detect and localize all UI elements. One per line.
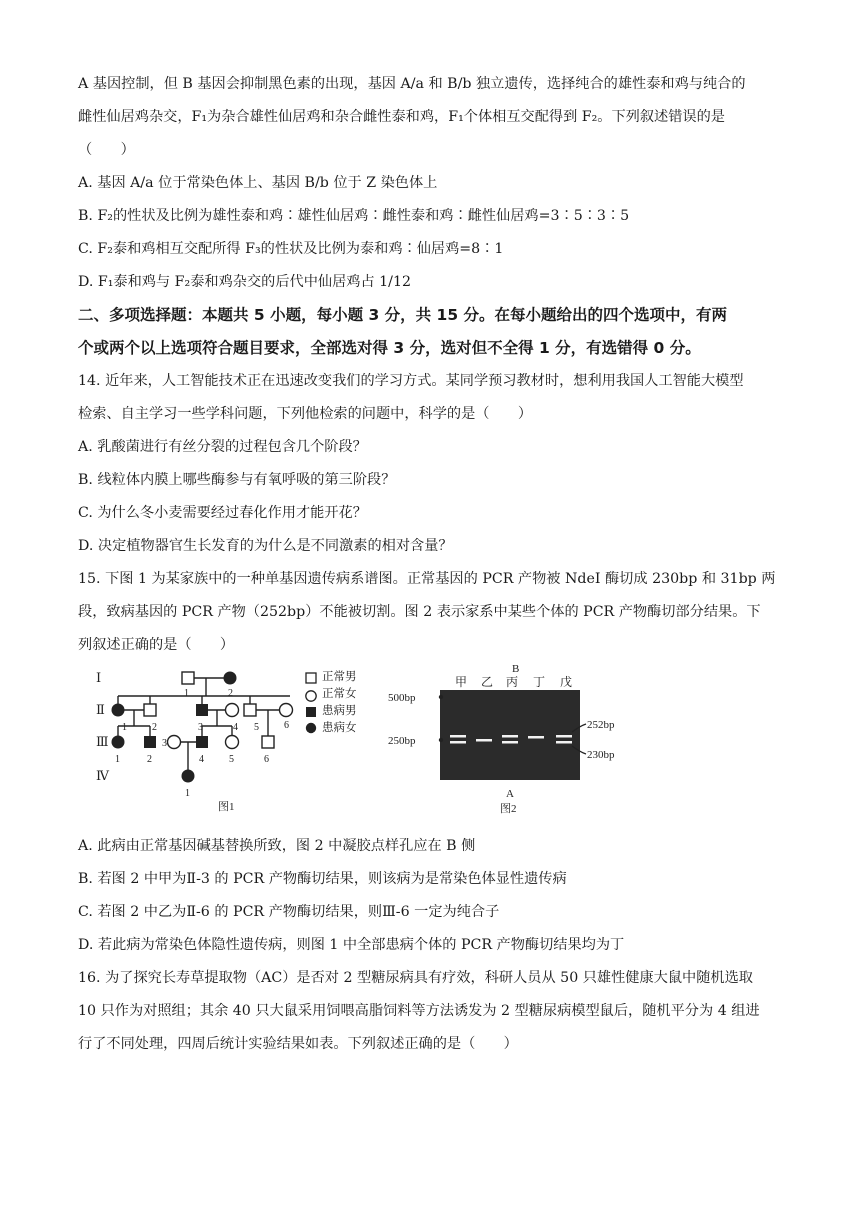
q14-option-c: C. 为什么冬小麦需要经过春化作用才能开花？ — [78, 505, 367, 521]
q15-option-b: B. 若图 2 中甲为Ⅱ-3 的 PCR 产物酶切结果，则该病为是常染色体显性遗传病 — [78, 871, 567, 887]
pedigree-III6-normal-male — [262, 736, 274, 748]
pedigree-III4-affected-male — [196, 736, 208, 748]
lane-label-bing: 丙 — [506, 675, 519, 689]
lane-label-yi: 乙 — [481, 675, 494, 689]
lane-label-wu: 戊 — [560, 675, 573, 689]
pedigree-II4-normal-female — [226, 704, 239, 717]
pedigree-III5-normal-female — [226, 736, 239, 749]
pedigree-II6-normal-female — [280, 704, 293, 717]
id-II2: 2 — [152, 722, 157, 733]
q16-line-3: 行了不同处理，四周后统计实验结果如表。下列叙述正确的是（ ） — [78, 1036, 518, 1052]
q15-option-d: D. 若此病为常染色体隐性遗传病，则图 1 中全部患病个体的 PCR 产物酶切结果均为丁 — [78, 937, 625, 953]
ladder-marker-250 — [439, 738, 443, 742]
id-IV1: 1 — [185, 788, 190, 799]
band-jia-230 — [450, 741, 466, 744]
q16-line-1: 16. 为了探究长寿草提取物（AC）是否对 2 型糖尿病具有疗效，科研人员从 50 只雄性健康大鼠中随机选取 — [78, 970, 753, 986]
gel-side-a-label: A — [506, 788, 514, 800]
band-bing-230 — [502, 741, 518, 744]
id-II1: 1 — [122, 722, 127, 733]
pedigree-III2-affected-male — [144, 736, 156, 748]
id-III3: 3 — [162, 738, 167, 749]
gen-label-4: Ⅳ — [96, 768, 109, 783]
legend-normal-female: 正常女 — [322, 686, 357, 700]
band-yi-230 — [476, 739, 492, 742]
lane-label-jia: 甲 — [455, 675, 468, 689]
q13-option-d: D. F₁泰和鸡与 F₂泰和鸡杂交的后代中仙居鸡占 1/12 — [78, 274, 412, 290]
pedigree-II1-affected-female — [112, 704, 125, 717]
pedigree-II3-affected-male — [196, 704, 208, 716]
q13-option-a: A. 基因 A/a 位于常染色体上、基因 B/b 位于 Z 染色体上 — [78, 175, 438, 191]
q15-option-a: A. 此病由正常基因碱基替换所致，图 2 中凝胶点样孔应在 B 侧 — [78, 838, 476, 854]
q14-option-b: B. 线粒体内膜上哪些酶参与有氧呼吸的第三阶段？ — [78, 472, 396, 488]
q14-option-d: D. 决定植物器官生长发育的为什么是不同激素的相对含量？ — [78, 538, 453, 554]
pedigree-legend-labels — [322, 668, 357, 736]
id-II3: 3 — [198, 722, 203, 733]
section-2-heading-1: 二、多项选择题：本题共 5 小题，每小题 3 分，共 15 分。在每小题给出的四个选项中，有两 — [78, 306, 728, 324]
q13-option-c: C. F₂泰和鸡相互交配所得 F₃的性状及比例为泰和鸡∶仙居鸡=8∶1 — [78, 241, 504, 257]
legend-normal-male-icon — [306, 673, 316, 683]
legend-affected-female-icon — [306, 723, 316, 733]
gel-figure — [388, 660, 648, 818]
q14-line-2: 检索、自主学习一些学科问题，下列他检索的问题中，科学的是（ ） — [78, 406, 533, 422]
q15-figures — [78, 663, 790, 824]
band-ding-252 — [528, 736, 544, 739]
gel-side-b-label: B — [512, 663, 520, 675]
q13-line-2: 雌性仙居鸡杂交，F₁为杂合雄性仙居鸡和杂合雌性泰和鸡，F₁个体相互交配得到 F₂。下列叙述错误的是 — [78, 109, 725, 125]
section-2-heading-2: 个或两个以上选项符合题目要求，全部选对得 3 分，选对但不全得 1 分，有选错得 0 分。 — [78, 339, 701, 357]
pedigree-I2-affected-female — [224, 672, 237, 685]
id-III6: 6 — [264, 754, 269, 765]
q15-option-c: C. 若图 2 中乙为Ⅱ-6 的 PCR 产物酶切结果，则Ⅲ-6 一定为纯合子 — [78, 904, 500, 920]
id-II5: 5 — [254, 722, 259, 733]
band-bing-252 — [502, 735, 518, 738]
q16-line-2: 10 只作为对照组；其余 40 只大鼠采用饲喂高脂饲料等方法诱发为 2 型糖尿病模型鼠后，随机平分为 4 组进 — [78, 1003, 760, 1019]
q13-option-b: B. F₂的性状及比例为雄性泰和鸡∶雄性仙居鸡∶雌性泰和鸡∶雌性仙居鸡=3∶5∶3∶5 — [78, 208, 630, 224]
pedigree-III3-normal-female — [168, 736, 181, 749]
id-III5: 5 — [229, 754, 234, 765]
exam-page — [78, 68, 790, 1061]
pedigree-legend — [306, 673, 316, 733]
figure-2-caption: 图2 — [500, 803, 517, 815]
pedigree-III1-affected-female — [112, 736, 125, 749]
ladder-label-250: 250bp — [388, 735, 416, 747]
id-III1: 1 — [115, 754, 120, 765]
id-II4: 4 — [233, 722, 238, 733]
id-III4: 4 — [199, 754, 204, 765]
legend-affected-male-icon — [306, 707, 316, 717]
legend-normal-male: 正常男 — [322, 669, 357, 683]
lane-label-ding: 丁 — [533, 675, 546, 689]
q15-line-1: 15. 下图 1 为某家族中的一种单基因遗传病系谱图。正常基因的 PCR 产物被 NdeI 酶切成 230bp 和 31bp 两 — [78, 571, 776, 587]
pedigree-figure — [78, 666, 338, 824]
q13-line-3: （ ） — [78, 142, 135, 158]
pedigree-II2-normal-male — [144, 704, 156, 716]
q13-line-1: A 基因控制，但 B 基因会抑制黑色素的出现，基因 A/a 和 B/b 独立遗传，选择纯合的雄性泰和鸡与纯合的 — [78, 76, 746, 92]
gen-label-2: Ⅱ — [96, 702, 105, 717]
band-label-230: 230bp — [587, 749, 615, 761]
legend-normal-female-icon — [306, 691, 316, 701]
figure-1-caption: 图1 — [218, 801, 235, 813]
pedigree-IV1-affected-female — [182, 770, 195, 783]
q15-line-2: 段，致病基因的 PCR 产物（252bp）不能被切割。图 2 表示家系中某些个体的 PCR 产物酶切部分结果。下 — [78, 604, 761, 620]
band-wu-230 — [556, 741, 572, 744]
id-III2: 2 — [147, 754, 152, 765]
band-label-252: 252bp — [587, 719, 615, 731]
pedigree-II5-normal-male — [244, 704, 256, 716]
q14-line-1: 14. 近年来，人工智能技术正在迅速改变我们的学习方式。某同学预习教材时，想利用我国人工智能大模型 — [78, 373, 744, 389]
id-I2: 2 — [228, 688, 233, 699]
gen-label-3: Ⅲ — [96, 734, 109, 749]
id-II6: 6 — [284, 720, 289, 731]
gen-label-1: Ⅰ — [96, 670, 102, 685]
pedigree-I1-normal-male — [182, 672, 194, 684]
ladder-marker-500 — [439, 695, 443, 699]
band-jia-252 — [450, 735, 466, 738]
band-wu-252 — [556, 735, 572, 738]
legend-affected-female: 患病女 — [322, 720, 357, 734]
legend-affected-male: 患病男 — [322, 703, 357, 717]
id-I1: 1 — [184, 688, 189, 699]
q14-option-a: A. 乳酸菌进行有丝分裂的过程包含几个阶段？ — [78, 439, 367, 455]
q15-line-3: 列叙述正确的是（ ） — [78, 637, 235, 653]
ladder-label-500: 500bp — [388, 692, 416, 704]
